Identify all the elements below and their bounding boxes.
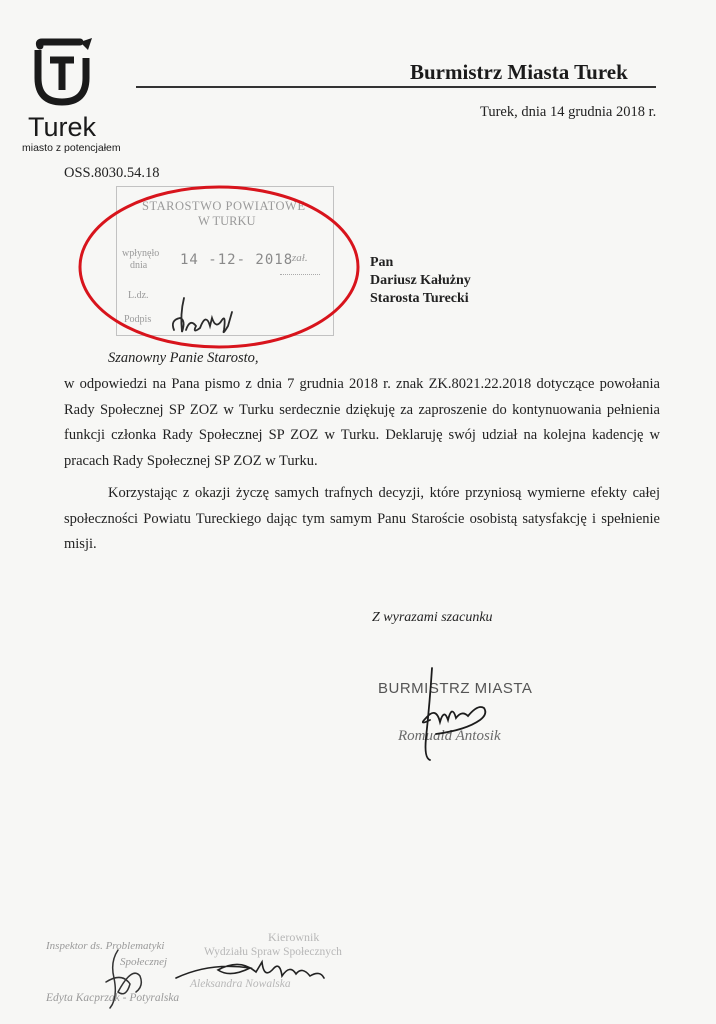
- recipient-position: Starosta Turecki: [370, 291, 469, 306]
- stamp-office-city: W TURKU: [198, 214, 256, 228]
- stamp-office-name: STAROSTWO POWIATOWE: [142, 199, 306, 213]
- recipient-name: Dariusz Kałużny: [370, 273, 471, 288]
- preparer-title: Inspektor ds. Problematyki: [46, 940, 165, 952]
- mayor-signature-icon: [396, 660, 506, 770]
- letter-body: [64, 372, 660, 558]
- turek-emblem-icon: [28, 36, 98, 108]
- stamp-received-day-label: dnia: [130, 260, 148, 271]
- head-name: Aleksandra Nowalska: [190, 978, 291, 990]
- paragraph-2: Korzystając z okazji życzę samych trafnych decyzji, które przyniosą wymierne efekty całej społeczności Powiatu Tureckiego dając tym samym Panu Staroście osobistą satysfakcję i spełnienie misji.: [64, 485, 660, 552]
- head-signature-icon: [170, 950, 340, 990]
- logo-name: Turek: [28, 112, 97, 142]
- turek-logo: [22, 36, 132, 156]
- letterhead-title: Burmistrz Miasta Turek: [410, 60, 628, 84]
- stamp-attachments-label: zał.: [292, 252, 308, 264]
- salutation: Szanowny Panie Starosto,: [108, 350, 259, 366]
- closing-phrase: Z wyrazami szacunku: [372, 610, 493, 625]
- preparer-name: Edyta Kacprzak - Potyralska: [46, 992, 180, 1004]
- stamp-number-label: L.dz.: [128, 290, 149, 301]
- stamp-received-label: wpłynęło: [122, 248, 160, 259]
- reference-number: OSS.8030.54.18: [64, 165, 160, 181]
- place-date: Turek, dnia 14 grudnia 2018 r.: [480, 104, 657, 120]
- head-department: Wydziału Spraw Społecznych: [204, 946, 342, 958]
- recipient-title: Pan: [370, 255, 394, 270]
- red-highlight-oval: [76, 182, 362, 352]
- letterhead-divider: [136, 86, 656, 88]
- stamp-received-date: 14 -12- 2018: [180, 252, 294, 268]
- stamp-signature-label: Podpis: [124, 314, 152, 325]
- preparer-signature-icon: [96, 942, 166, 1012]
- logo-tagline: miasto z potencjałem: [22, 142, 121, 154]
- signatory-role: BURMISTRZ MIASTA: [378, 680, 533, 697]
- paragraph-1: w odpowiedzi na Pana pismo z dnia 7 grudnia 2018 r. znak ZK.8021.22.2018 dotyczące powołania Rady Społecznej SP ZOZ w Turku serdecznie dziękuję za zaproszenie do kontynuowania pełnienia funkcji członka Rady Społecznej SP ZOZ w Turku. Deklaruję swój udział na kolejna kadencję w pracach Rady Społecznej SP ZOZ w Turku.: [64, 376, 660, 469]
- signatory-name: Romuald Antosik: [398, 728, 501, 744]
- preparer-department: Społecznej: [120, 956, 168, 968]
- head-title: Kierownik: [268, 930, 320, 944]
